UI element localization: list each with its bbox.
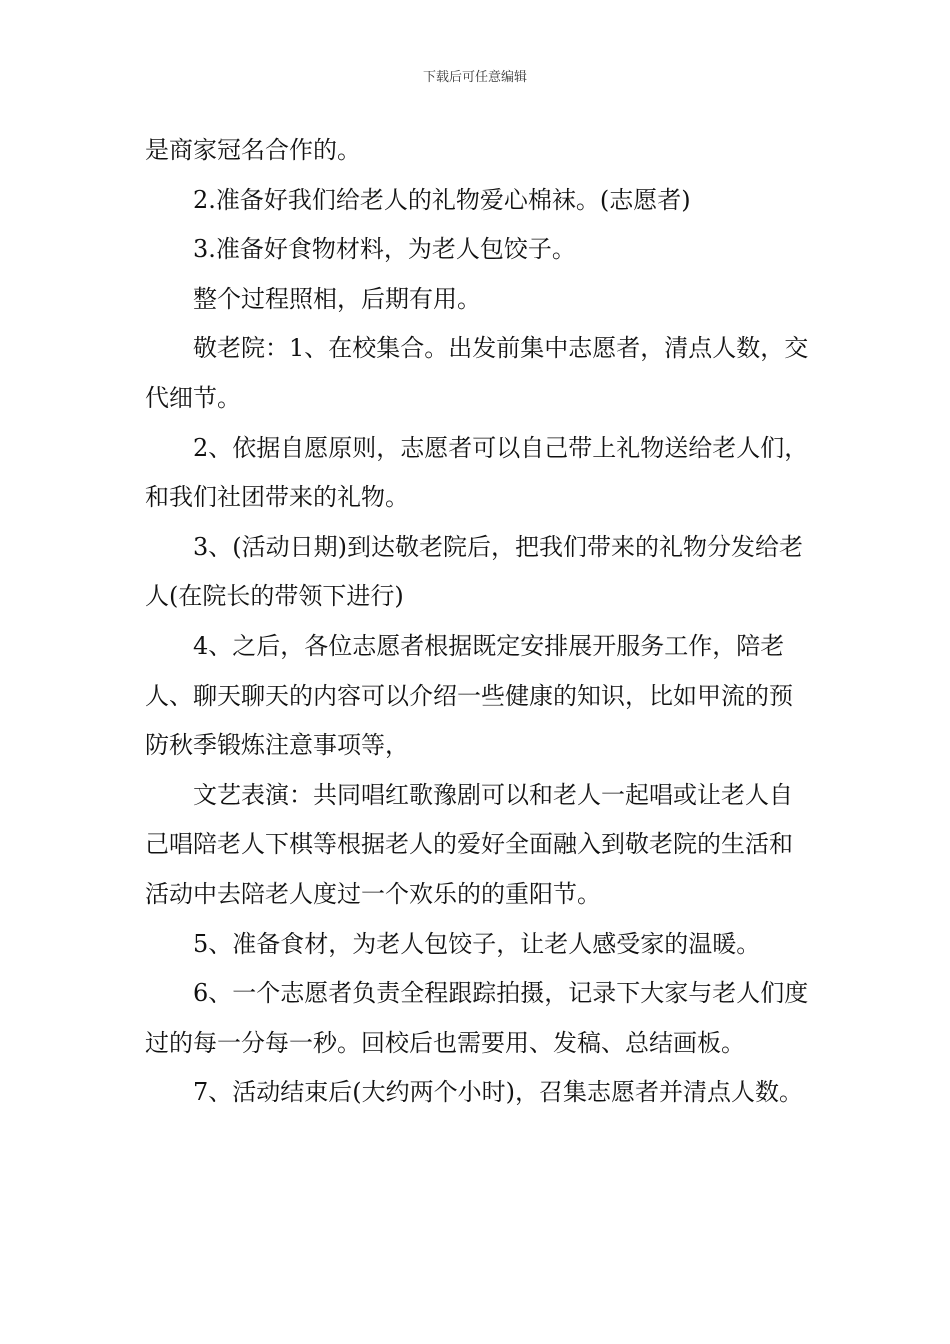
paragraph: 7、活动结束后(大约两个小时)，召集志愿者并清点人数。 bbox=[193, 1078, 803, 1107]
paragraph: 敬老院：1、在校集合。出发前集中志愿者，清点人数，交代细节。 bbox=[145, 334, 809, 412]
paragraph: 2.准备好我们给老人的礼物爱心棉袜。(志愿者) bbox=[193, 185, 691, 214]
document-body bbox=[145, 126, 810, 1118]
paragraph: 5、准备食材，为老人包饺子，让老人感受家的温暖。 bbox=[193, 929, 761, 958]
paragraph: 文艺表演：共同唱红歌豫剧可以和老人一起唱或让老人自己唱陪老人下棋等根据老人的爱好全面融入到敬老院的生活和活动中去陪老人度过一个欢乐的的重阳节。 bbox=[145, 780, 793, 908]
page-header: 下载后可任意编辑 bbox=[422, 70, 527, 85]
paragraph: 3、(活动日期)到达敬老院后，把我们带来的礼物分发给老人(在院长的带领下进行) bbox=[145, 532, 803, 611]
paragraph: 整个过程照相，后期有用。 bbox=[193, 284, 481, 313]
paragraph: 4、之后，各位志愿者根据既定安排展开服务工作，陪老人、聊天聊天的内容可以介绍一些健康的知识，比如甲流的预防秋季锻炼注意事项等， bbox=[145, 631, 793, 760]
paragraph: 是商家冠名合作的。 bbox=[145, 136, 361, 164]
paragraph: 2、依据自愿原则，志愿者可以自己带上礼物送给老人们，和我们社团带来的礼物。 bbox=[145, 433, 809, 512]
paragraph: 3.准备好食物材料，为老人包饺子。 bbox=[193, 235, 576, 264]
paragraph: 6、一个志愿者负责全程跟踪拍摄，记录下大家与老人们度过的每一分每一秒。回校后也需要用、发稿、总结画板。 bbox=[145, 979, 809, 1057]
